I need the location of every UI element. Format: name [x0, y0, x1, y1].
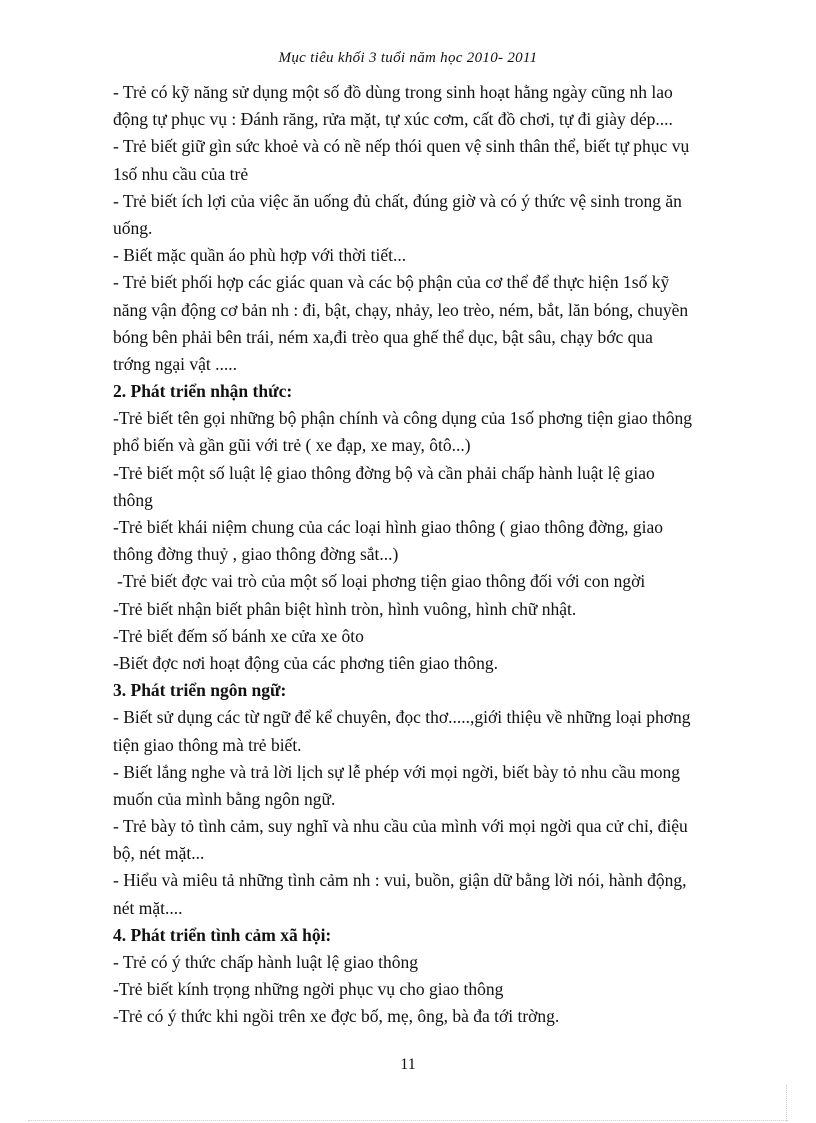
text-line: - Trẻ bày tỏ tình cảm, suy nghĩ và nhu cầu của mình với mọi ngời qua cử chỉ, điệu — [113, 816, 688, 837]
text-line: -Trẻ biết tên gọi những bộ phận chính và công dụng của 1số phơng tiện giao thông — [113, 408, 692, 429]
text-line: -Trẻ có ý thức khi ngồi trên xe đợc bố, mẹ, ông, bà đa tới trờng. — [113, 1006, 560, 1027]
text-line: bộ, nét mặt... — [113, 843, 205, 864]
page-header: Mục tiêu khối 3 tuổi năm học 2010- 2011 — [278, 50, 538, 66]
document-body — [113, 79, 741, 1031]
text-line: bóng bên phải bên trái, ném xa,đi trèo qua ghế thể dục, bật sâu, chạy bớc qua — [113, 326, 653, 347]
section-heading: 3. Phát triển ngôn ngữ: — [113, 680, 287, 701]
text-line: - Biết lắng nghe và trả lời lịch sự lễ phép với mọi ngời, biết bày tỏ nhu cầu mong — [113, 761, 680, 782]
text-line: -Biết đợc nơi hoạt động của các phơng tiên giao thông. — [113, 652, 498, 673]
text-line: - Biết mặc quần áo phù hợp với thời tiết... — [113, 245, 407, 266]
text-line: thông đờng thuỷ , giao thông đờng sắt...) — [113, 544, 399, 565]
text-line: - Trẻ có ý thức chấp hành luật lệ giao thông — [113, 952, 418, 972]
section-heading: 2. Phát triển nhận thức: — [113, 381, 293, 402]
text-line: -Trẻ biết nhận biết phân biệt hình tròn, hình vuông, hình chữ nhật. — [113, 598, 577, 619]
text-line: trớng ngại vật ..... — [113, 353, 237, 374]
text-line: -Trẻ biết kính trọng những ngời phục vụ cho giao thông — [113, 979, 504, 1000]
page-bottom-border — [28, 1120, 788, 1121]
page-right-border — [786, 1085, 787, 1121]
section-heading: 4. Phát triển tình cảm xã hội: — [113, 924, 332, 945]
page-number: 11 — [400, 1056, 416, 1073]
text-line: tiện giao thông mà trẻ biết. — [113, 734, 302, 755]
text-line: - Biết sử dụng các từ ngữ để kể chuyên, đọc thơ.....,giới thiệu về những loại phơng — [113, 707, 691, 728]
text-line: - Trẻ biết ích lợi của việc ăn uống đủ chất, đúng giờ và có ý thức vệ sinh trong ăn — [113, 190, 682, 211]
text-line: -Trẻ biết đợc vai trò của một số loại phơng tiện giao thông đối với con ngời — [117, 571, 646, 592]
text-line: -Trẻ biết một số luật lệ giao thông đờng bộ và cần phải chấp hành luật lệ giao — [113, 462, 655, 483]
text-line: - Hiểu và miêu tả những tình cảm nh : vui, buồn, giận dữ bằng lời nói, hành động, — [113, 870, 687, 891]
text-line: 1số nhu cầu của trẻ — [113, 163, 249, 184]
text-line: -Trẻ biết đếm số bánh xe cửa xe ôto — [113, 625, 364, 646]
text-line: -Trẻ biết khái niệm chung của các loại hình giao thông ( giao thông đờng, giao — [113, 517, 664, 537]
text-line: - Trẻ có kỹ năng sử dụng một số đồ dùng trong sinh hoạt hằng ngày cũng nh lao — [113, 82, 673, 102]
text-line: uống. — [113, 217, 153, 238]
text-line: - Trẻ biết phối hợp các giác quan và các bộ phận của cơ thể để thực hiện 1số kỹ — [113, 272, 670, 293]
text-line: thông — [113, 489, 153, 510]
text-line: năng vận động cơ bản nh : đi, bật, chạy, nhảy, leo trèo, ném, bắt, lăn bóng, chuyền — [113, 299, 689, 320]
text-line: - Trẻ biết giữ gìn sức khoẻ và có nề nếp thói quen vệ sinh thân thể, biết tự phục vụ — [113, 136, 690, 157]
text-line: muốn của mình bằng ngôn ngữ. — [113, 788, 336, 809]
text-line: động tự phục vụ : Đánh răng, rửa mặt, tự xúc cơm, cất đồ chơi, tự đi giày dép.... — [113, 109, 673, 130]
text-line: nét mặt.... — [113, 897, 183, 918]
text-line: phổ biến và gần gũi với trẻ ( xe đạp, xe may, ôtô...) — [113, 435, 471, 456]
